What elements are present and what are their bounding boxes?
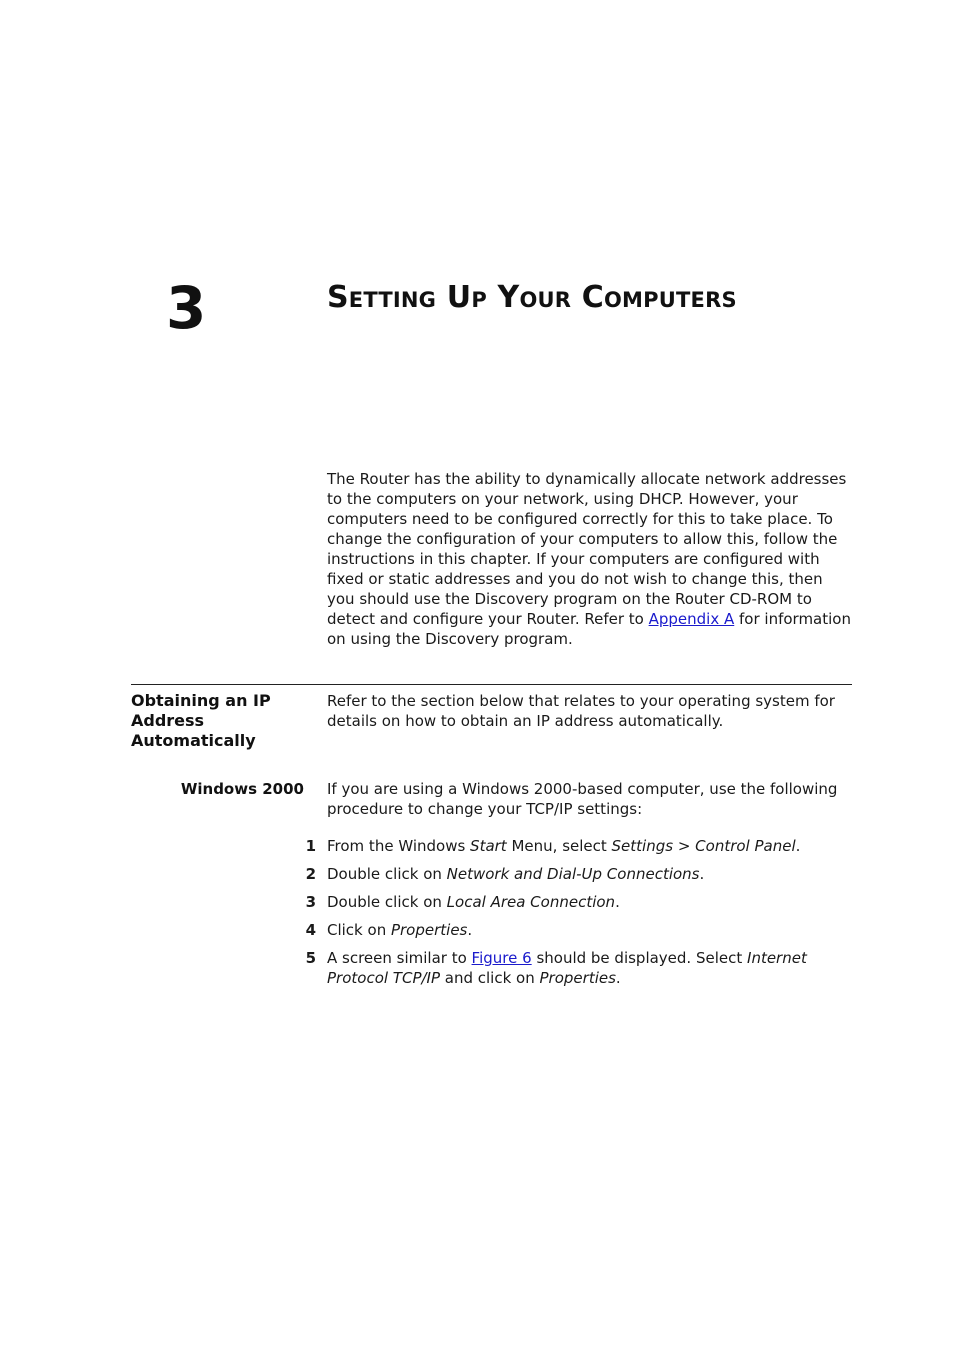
chapter-title: Setting Up Your Computers	[327, 280, 737, 315]
chapter-number: 3	[166, 274, 207, 342]
section-heading: Obtaining an IP Address Automatically	[131, 691, 271, 750]
section-divider	[131, 684, 852, 685]
step-number: 4	[305, 921, 316, 939]
step-5	[300, 948, 860, 988]
step-text: From the Windows Start Menu, select Settings > Control Panel.	[327, 837, 801, 855]
figure-6-link[interactable]: Figure 6	[471, 949, 532, 967]
step-text: Click on Properties.	[327, 921, 473, 939]
step-number: 3	[305, 893, 316, 911]
procedure-steps	[300, 836, 860, 996]
step-4	[300, 920, 860, 940]
step-text: A screen similar to Figure 6 should be displayed. Select Internet Protocol TCP/IP and click on Properties.	[327, 949, 807, 987]
appendix-a-link[interactable]: Appendix A	[648, 610, 735, 628]
step-number: 2	[305, 865, 316, 883]
subsection-body: If you are using a Windows 2000-based computer, use the following procedure to change your TCP/IP settings:	[327, 780, 838, 818]
step-number: 5	[305, 949, 316, 967]
intro-text-2: for information on using the Discovery program.	[327, 610, 851, 648]
step-text: Double click on Network and Dial-Up Connections.	[327, 865, 705, 883]
intro-paragraph	[327, 469, 852, 649]
step-text: Double click on Local Area Connection.	[327, 893, 620, 911]
subsection-heading: Windows 2000	[180, 780, 304, 798]
intro-text-1: The Router has the ability to dynamically allocate network addresses to the computers on your network, using DHCP. However, your computers need to be configured correctly for this to take place. To change the configuration of your computers to allow this, follow the instructions in this chapter. If your computers are configured with fixed or static addresses and you do not wish to change this, then you should use the Discovery program on the Router CD-ROM to detect and configure your Router. Refer to	[327, 470, 847, 628]
step-1	[300, 836, 860, 856]
step-2	[300, 864, 860, 884]
step-number: 1	[305, 837, 316, 855]
step-3	[300, 892, 860, 912]
section-body: Refer to the section below that relates to your operating system for details on how to obtain an IP address automatically.	[327, 692, 835, 730]
